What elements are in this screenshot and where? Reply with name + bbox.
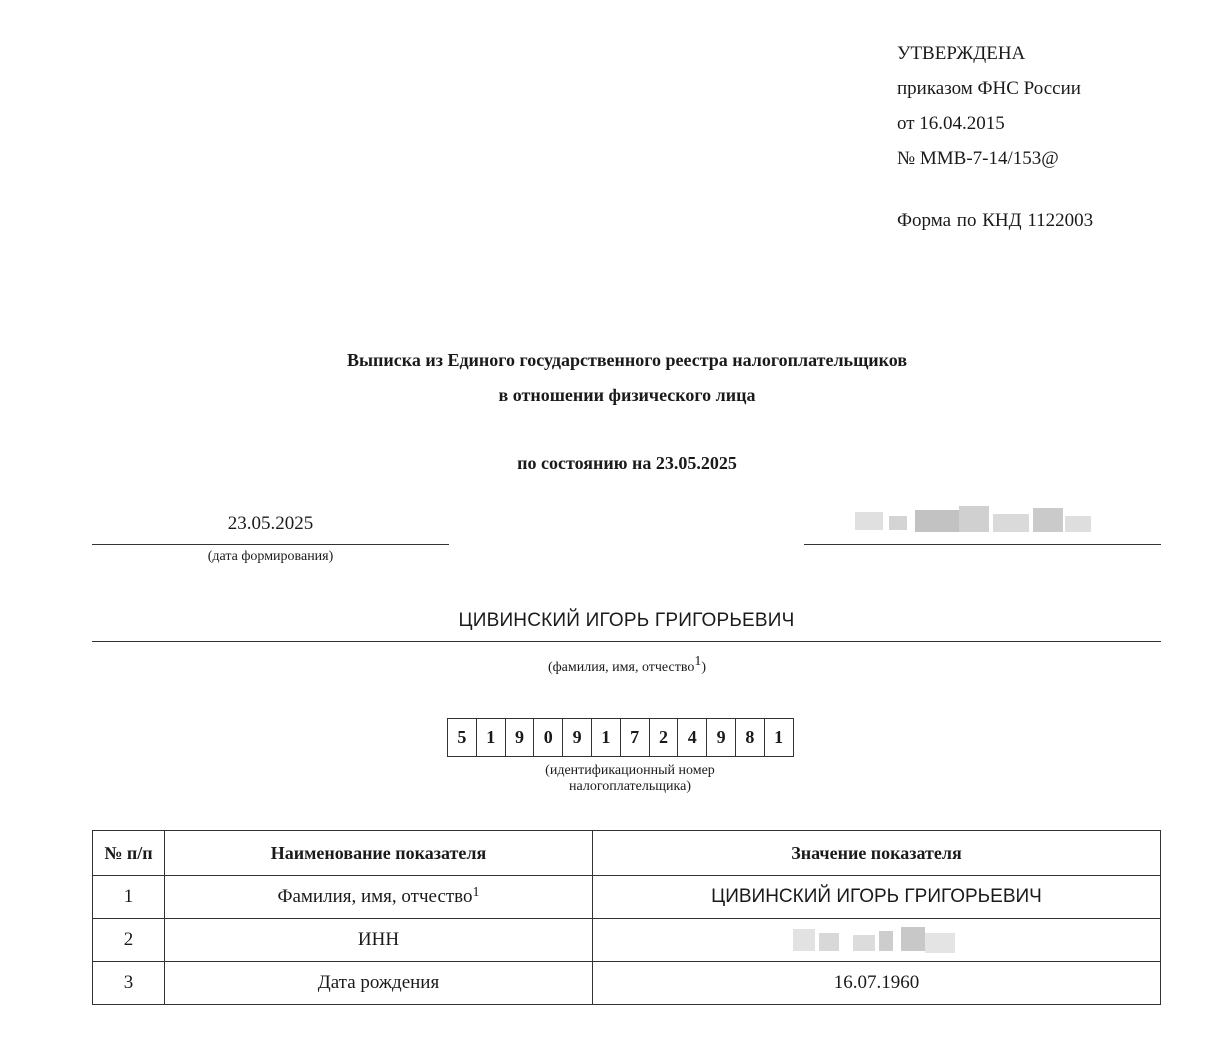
table-header-row (93, 831, 1161, 876)
row-value-redacted (593, 919, 1161, 962)
inn-digit: 9 (562, 718, 592, 757)
form-code: Форма по КНД 1122003 (897, 210, 1094, 231)
row-name: ИНН (165, 919, 593, 962)
inn-caption-line: налогоплательщика) (569, 779, 691, 794)
divider (804, 544, 1161, 545)
full-name: ЦИВИНСКИЙ ИГОРЬ ГРИГОРЬЕВИЧ (458, 610, 795, 631)
row-name: Дата рождения (165, 962, 593, 1005)
header-name: Наименование показателя (165, 831, 593, 876)
row-num: 2 (93, 919, 165, 962)
approval-line: приказом ФНС России (897, 78, 1081, 99)
divider (92, 641, 1161, 642)
inn-digit: 4 (677, 718, 707, 757)
full-name-caption (0, 654, 1210, 676)
row-num: 3 (93, 962, 165, 1005)
inn-digit: 1 (591, 718, 621, 757)
approval-line: № ММВ-7-14/153@ (897, 148, 1059, 169)
table-row (93, 919, 1161, 962)
table-row (93, 876, 1161, 919)
inn-digit: 5 (447, 718, 477, 757)
formation-date: 23.05.2025 (227, 513, 314, 534)
row-value: ЦИВИНСКИЙ ИГОРЬ ГРИГОРЬЕВИЧ (593, 876, 1161, 919)
footnote-marker: 1 (694, 654, 702, 669)
inn-caption (480, 763, 780, 795)
inn-digit: 1 (476, 718, 506, 757)
header-value: Значение показателя (593, 831, 1161, 876)
inn-caption-line: (идентификационный номер (545, 763, 715, 778)
inn-digit: 8 (735, 718, 765, 757)
formation-date-caption: (дата формирования) (207, 549, 334, 564)
inn-digit-boxes (447, 718, 794, 757)
redacted-field (855, 506, 1095, 534)
inn-digit: 9 (706, 718, 736, 757)
row-name (165, 876, 593, 919)
caption-text: (фамилия, имя, отчество (547, 660, 695, 675)
redacted-inn (793, 925, 963, 955)
document-title: Выписка из Единого государственного реестра налогоплательщиков (346, 350, 908, 370)
approval-line: УТВЕРЖДЕНА (897, 43, 1026, 64)
inn-digit: 2 (649, 718, 679, 757)
inn-digit: 7 (620, 718, 650, 757)
document-subtitle: в отношении физического лица (498, 385, 756, 405)
inn-digit: 1 (764, 718, 794, 757)
as-of-date: по состоянию на 23.05.2025 (517, 453, 737, 473)
approval-stamp (897, 36, 1081, 176)
approval-line: от 16.04.2015 (897, 113, 1005, 134)
indicators-table (92, 830, 1161, 1005)
header-num: № п/п (93, 831, 165, 876)
table-row (93, 962, 1161, 1005)
row-num: 1 (93, 876, 165, 919)
inn-digit: 0 (533, 718, 563, 757)
inn-digit: 9 (505, 718, 535, 757)
caption-close: ) (701, 660, 707, 675)
footnote-marker: 1 (472, 885, 480, 900)
divider (92, 544, 449, 545)
row-value: 16.07.1960 (593, 962, 1161, 1005)
row-name-text: Фамилия, имя, отчество (277, 886, 473, 907)
